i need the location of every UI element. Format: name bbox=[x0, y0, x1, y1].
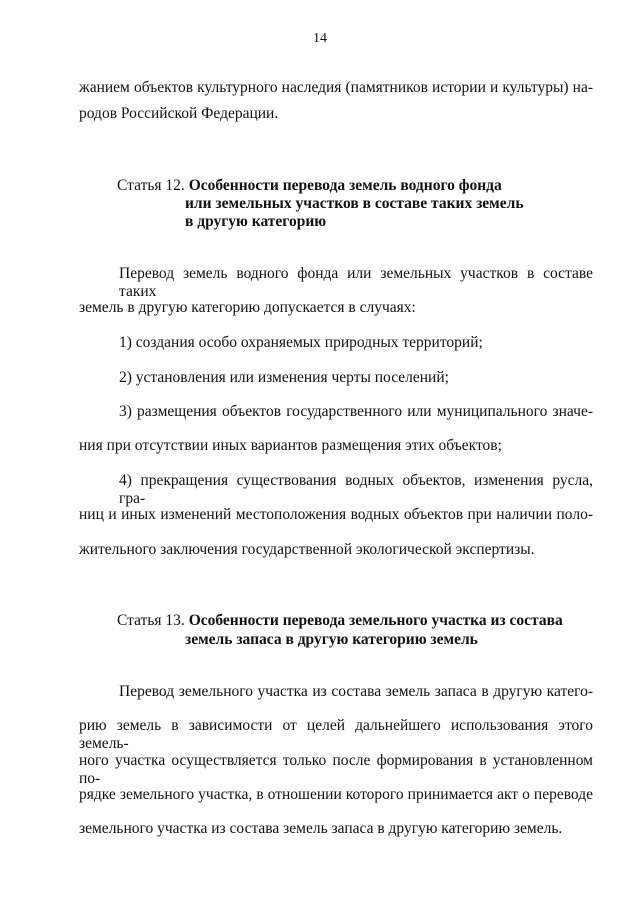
article-13-paragraph-line-4: рядке земельного участка, в отношении которого принимается акт о переводе bbox=[79, 786, 593, 803]
article-13-paragraph-line-3: ного участка осуществляется только после формирования в установленном по- bbox=[79, 752, 593, 787]
intro-line-1: жанием объектов культурного наследия (памятников истории и культуры) на- bbox=[79, 79, 593, 96]
article-12-list-item-3-line-1: 3) размещения объектов государственного или муниципального значе- bbox=[119, 403, 593, 420]
article-13-title-line-1: Особенности перевода земельного участка из состава bbox=[188, 612, 563, 629]
article-12-prefix: Статья 12. bbox=[117, 177, 185, 194]
article-12-list-item-4-line-3: жительного заключения государственной экологической экспертизы. bbox=[79, 541, 535, 558]
article-13-heading bbox=[117, 612, 563, 630]
article-12-title-line-2: или земельных участков в составе таких земель bbox=[185, 195, 524, 212]
article-12-title-line-3: в другую категорию bbox=[185, 213, 327, 230]
article-12-title-line-1: Особенности перевода земель водного фонда bbox=[188, 177, 502, 194]
article-12-paragraph-line-2: земель в другую категорию допускается в случаях: bbox=[79, 299, 416, 316]
article-13-paragraph-line-2: рию земель в зависимости от целей дальнейшего использования этого земель- bbox=[79, 717, 593, 752]
article-12-list-item-4-line-2: ниц и иных изменений местоположения водных объектов при наличии поло- bbox=[79, 506, 593, 523]
article-13-paragraph-line-5: земельного участка из состава земель запаса в другую категорию земель. bbox=[79, 820, 563, 837]
article-12-paragraph-line-1: Перевод земель водного фонда или земельных участков в составе таких bbox=[119, 265, 593, 300]
article-12-list-item-1: 1) создания особо охраняемых природных территорий; bbox=[119, 334, 483, 351]
article-12-list-item-4-line-1: 4) прекращения существования водных объектов, изменения русла, гра- bbox=[119, 472, 593, 507]
intro-line-2: родов Российской Федерации. bbox=[79, 105, 279, 122]
article-13-prefix: Статья 13. bbox=[117, 612, 185, 629]
article-13-title-line-2: земель запаса в другую категорию земель bbox=[185, 631, 478, 648]
article-12-list-item-2: 2) установления или изменения черты поселений; bbox=[119, 369, 449, 386]
article-12-list-item-3-line-2: ния при отсутствии иных вариантов размещения этих объектов; bbox=[79, 437, 502, 454]
article-13-paragraph-line-1: Перевод земельного участка из состава земель запаса в другую катего- bbox=[119, 683, 593, 700]
article-12-heading bbox=[117, 177, 502, 195]
page-number: 14 bbox=[313, 31, 327, 46]
